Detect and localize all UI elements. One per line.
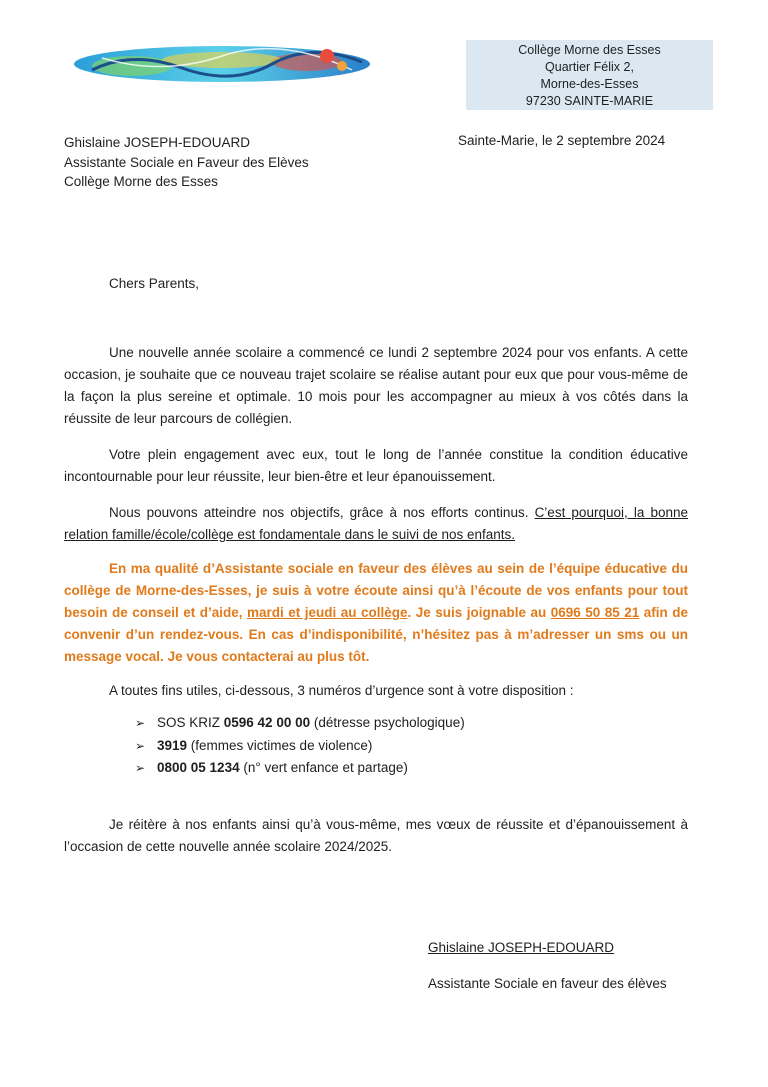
signature-name: Ghislaine JOSEPH-EDOUARD — [428, 940, 615, 955]
paragraph-3: Nous pouvons atteindre nos objectifs, grâce à nos efforts continus. C’est pourquoi, la bonne relation famille/école/collège est fondamentale dans le suivi de nos enfants. — [64, 505, 688, 542]
paragraph-closing: Je réitère à nos enfants ainsi qu’à vous-même, mes vœux de réussite et d’épanouissement à l’occasion de cette nouvelle année scolaire 2024/2025. — [64, 817, 688, 854]
phone-number: 0696 50 85 21 — [550, 605, 640, 620]
availability-days: mardi et jeudi au collège — [246, 605, 408, 620]
college-graffiti-logo — [72, 40, 372, 86]
sender-role: Assistante Sociale en Faveur des Elèves — [64, 154, 309, 170]
arrow-bullet-icon: ➢ — [135, 738, 146, 753]
sender-block — [64, 133, 309, 192]
arrow-bullet-icon: ➢ — [135, 761, 146, 775]
letter-date: Sainte-Marie, le 2 septembre 2024 — [458, 133, 666, 148]
address-line: Quartier Félix 2, — [545, 60, 634, 74]
paragraph-2: Votre plein engagement avec eux, tout le long de l’année constitue la condition éducative incontournable pour leur réussite, leur bien-être et leur épanouissement. — [64, 447, 688, 484]
list-item: ➢ SOS KRIZ 0596 42 00 00 (détresse psychologique) — [135, 712, 465, 735]
paragraph-1: Une nouvelle année scolaire a commencé ce lundi 2 septembre 2024 pour vos enfants. A cette occasion, je souhaite que ce nouveau trajet scolaire se réalise autant pour eux que pour vous-même de la façon la plus sereine et optimale. 10 mois pour les accompagner au mieux à vos côtés dans la réussite de leur parcours de collégien. — [64, 345, 688, 426]
signature-title: Assistante Sociale en faveur des élèves — [428, 976, 667, 991]
arrow-bullet-icon: ➢ — [135, 716, 146, 730]
paragraph-highlight: En ma qualité d’Assistante sociale en faveur des élèves au sein de l’équipe éducative du collège de Morne-des-Esses, je suis à votre écoute ainsi qu’à l’écoute de vos enfants pour tout besoin de conseil et d’aide, mardi et jeudi au collège. Je suis joignable au 0696 50 85 21 afin de convenir d’un rendez-vous. En cas d’indisponibilité, n’hésitez pas à m’adresser un sms ou un message vocal. Je vous contacterai au plus tôt. — [64, 561, 688, 664]
paragraph-emergency-intro: A toutes fins utiles, ci-dessous, 3 numéros d’urgence sont à votre disposition : — [109, 683, 574, 698]
greeting: Chers Parents, — [109, 276, 200, 291]
college-address-box — [466, 40, 713, 110]
list-item: ➢ 0800 05 1234 (n° vert enfance et partage) — [135, 757, 465, 780]
list-item: ➢ 3919 (femmes victimes de violence) — [135, 735, 465, 758]
sender-name: Ghislaine JOSEPH-EDOUARD — [64, 135, 251, 150]
underlined-sentence: C’est pourquoi, la bonne relation famille/école/collège est fondamentale dans le suivi de nos enfants. — [64, 505, 688, 542]
sender-school: Collège Morne des Esses — [64, 174, 218, 189]
address-line: 97230 SAINTE-MARIE — [525, 94, 654, 108]
address-line: Collège Morne des Esses — [518, 43, 661, 57]
emergency-list — [135, 712, 465, 780]
address-line: Morne-des-Esses — [540, 77, 639, 91]
